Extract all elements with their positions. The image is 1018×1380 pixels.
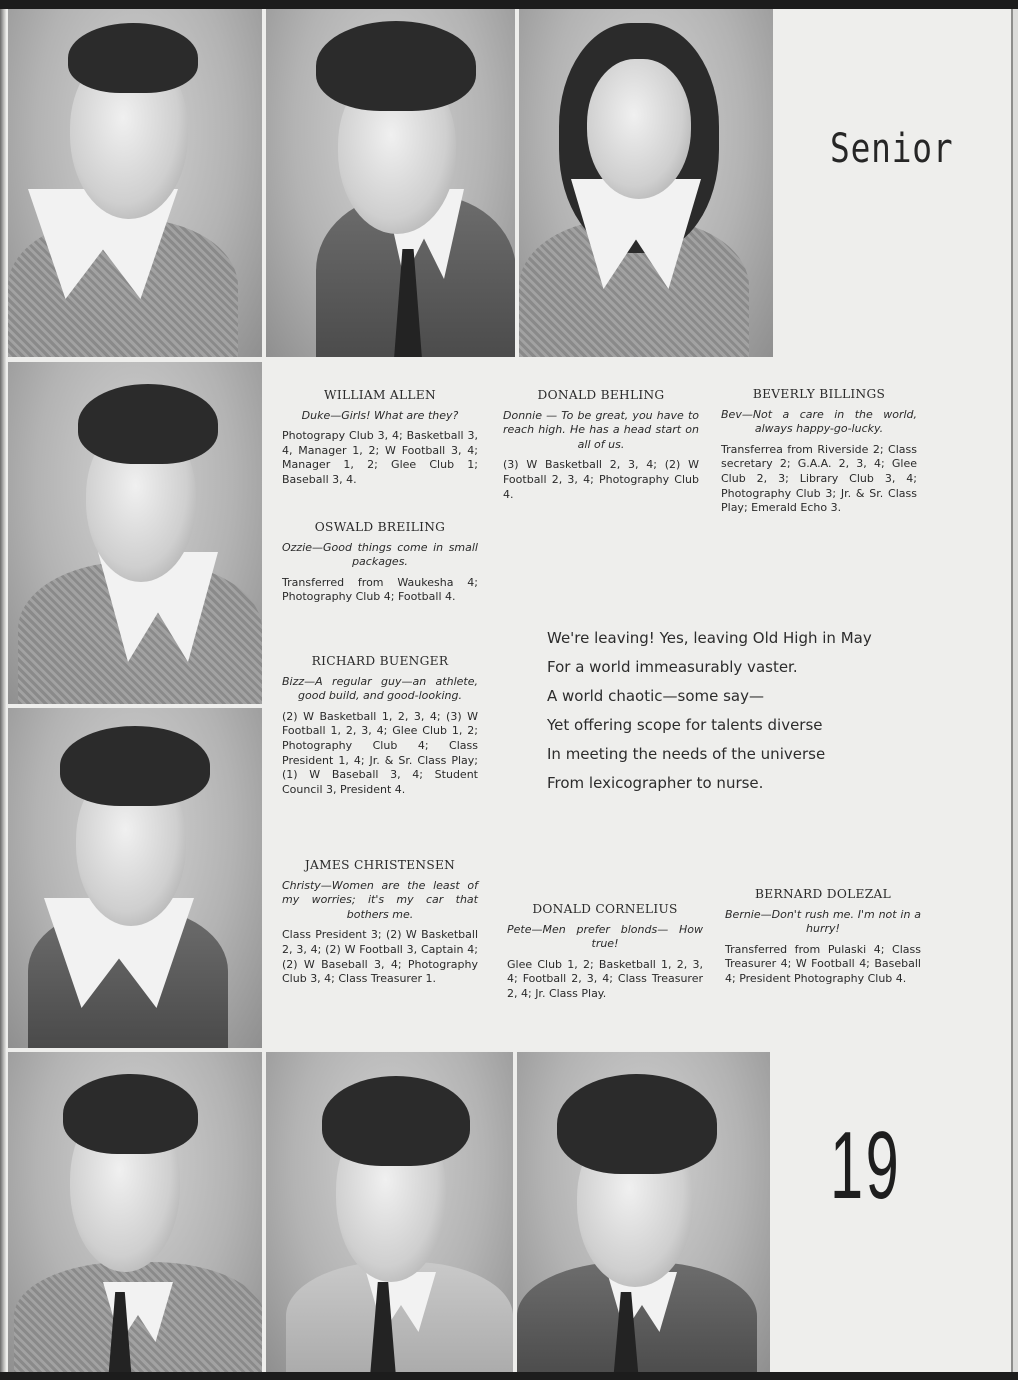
bio-william-allen <box>282 388 478 488</box>
bio-name: RICHARD BUENGER <box>311 654 449 668</box>
bio-james-christensen <box>282 858 478 987</box>
bio-oswald-breiling <box>282 520 478 605</box>
right-page-margin <box>1013 9 1018 1372</box>
class-poem <box>547 624 947 798</box>
bio-beverly-billings <box>721 387 917 516</box>
portrait-photo-bernard-dolezal <box>517 1052 770 1372</box>
bio-name: DONALD CORNELIUS <box>532 902 678 916</box>
portrait-photo-oswald-breiling <box>8 362 262 704</box>
poem-line: A world chaotic—some say— <box>547 687 765 705</box>
poem-line: Yet offering scope for talents diverse <box>547 716 823 734</box>
bio-donald-behling <box>503 388 699 502</box>
bio-motto: Pete—Men prefer blonds— How true! <box>507 922 703 951</box>
bio-name: DONALD BEHLING <box>537 388 665 402</box>
poem-line: For a world immeasurably vaster. <box>547 658 798 676</box>
bio-motto: Bernie—Don't rush me. I'm not in a hurry! <box>725 907 921 936</box>
section-title-senior: Senior <box>830 126 954 172</box>
bio-motto: Bizz—A regular guy—an athlete, good build, and good-looking. <box>282 674 478 703</box>
bio-donald-cornelius <box>507 902 703 1002</box>
bio-activities: Transferred from Pulaski 4; Class Treasurer 4; W Football 4; Baseball 4; President Photography Club 4. <box>725 942 921 985</box>
bio-name: WILLIAM ALLEN <box>324 388 436 402</box>
bio-activities: (2) W Basketball 1, 2, 3, 4; (3) W Football 1, 2, 3, 4; Glee Club 1, 2; Photography Club 4; Class President 1, 4; Jr. & Sr. Class Play; (1) W Baseball 3, 4; Student Council 3, President 4. <box>282 709 478 796</box>
bio-name: BEVERLY BILLINGS <box>752 387 886 401</box>
bio-motto: Bev—Not a care in the world, always happy-go-lucky. <box>721 407 917 436</box>
portrait-photo-donald-cornelius <box>266 1052 513 1372</box>
portrait-photo-william-allen <box>8 9 262 357</box>
bio-motto: Christy—Women are the least of my worries; it's my car that bothers me. <box>282 878 478 921</box>
bottom-scan-border <box>0 1372 1018 1380</box>
bio-motto: Duke—Girls! What are they? <box>301 408 459 422</box>
bio-name: BERNARD DOLEZAL <box>755 887 891 901</box>
bio-bernard-dolezal <box>725 887 921 987</box>
portrait-photo-beverly-billings <box>519 9 773 357</box>
bio-name: OSWALD BREILING <box>314 520 446 534</box>
bio-richard-buenger <box>282 654 478 797</box>
year-number: 19 <box>830 1112 902 1219</box>
portrait-photo-donald-behling <box>266 9 515 357</box>
poem-line: From lexicographer to nurse. <box>547 774 764 792</box>
bio-activities: (3) W Basketball 2, 3, 4; (2) W Football 2, 3, 4; Photography Club 4. <box>503 458 699 501</box>
bio-activities: Photograpy Club 3, 4; Basketball 3, 4, Manager 1, 2; W Football 3, 4; Manager 1, 2; Glee Club 1; Baseball 3, 4. <box>282 429 478 486</box>
bio-name: JAMES CHRISTENSEN <box>304 858 456 872</box>
portrait-photo-richard-buenger <box>8 708 262 1048</box>
left-binding-edge <box>0 9 6 1372</box>
poem-line: In meeting the needs of the universe <box>547 745 826 763</box>
top-scan-border <box>0 0 1018 9</box>
portrait-photo-james-christensen <box>8 1052 262 1372</box>
bio-activities: Glee Club 1, 2; Basketball 1, 2, 3, 4; Football 2, 3, 4; Class Treasurer 2, 4; Jr. Class Play. <box>507 957 703 1000</box>
poem-line: We're leaving! Yes, leaving Old High in May <box>547 629 872 647</box>
bio-activities: Transferred from Waukesha 4; Photography Club 4; Football 4. <box>282 575 478 604</box>
bio-activities: Transferrea from Riverside 2; Class secretary 2; G.A.A. 2, 3, 4; Glee Club 2, 3; Library Club 3, 4; Photography Club 3; Jr. & Sr. Class Play; Emerald Echo 3. <box>721 442 917 515</box>
bio-motto: Ozzie—Good things come in small packages. <box>282 540 478 569</box>
bio-motto: Donnie — To be great, you have to reach high. He has a head start on all of us. <box>503 408 699 451</box>
bio-activities: Class President 3; (2) W Basketball 2, 3, 4; (2) W Football 3, Captain 4; (2) W Baseball 3, 4; Photography Club 3, 4; Class Treasurer 1. <box>282 928 478 986</box>
